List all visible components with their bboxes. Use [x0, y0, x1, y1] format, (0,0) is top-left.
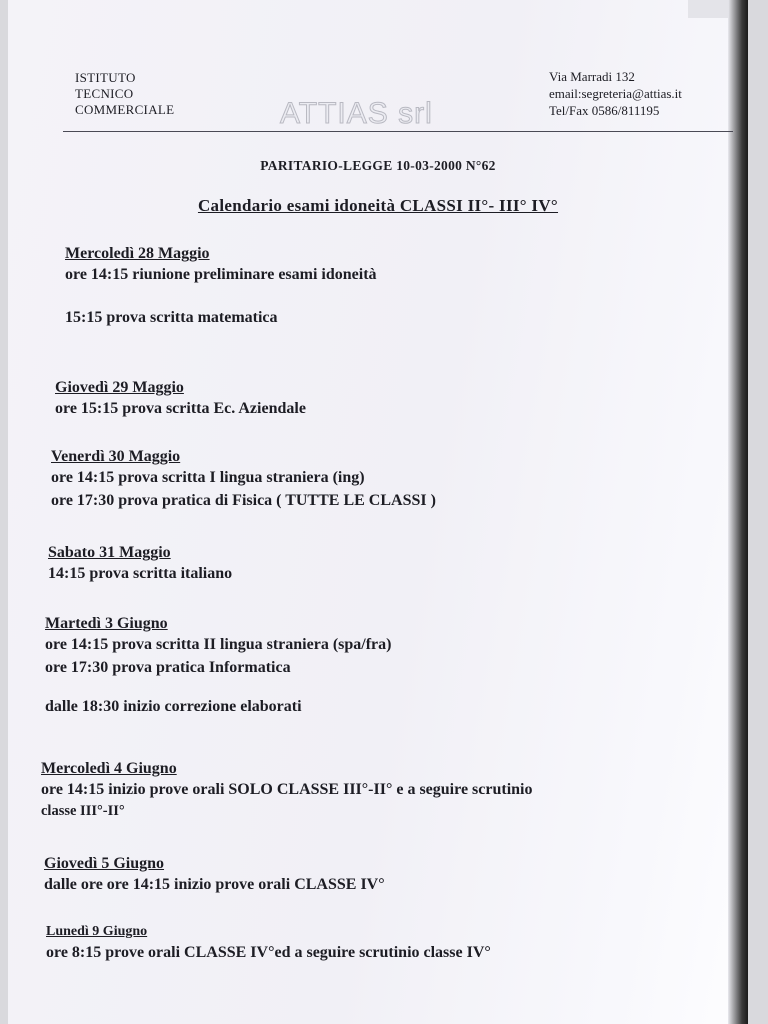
schedule-line: 14:15 prova scritta italiano: [48, 565, 233, 582]
schedule-line: dalle ore ore 14:15 inizio prove orali CLASSE IV°: [44, 876, 385, 893]
schedule-line: ore 14:15 prova scritta II lingua straniera (spa/fra): [45, 636, 392, 653]
schedule-line: 15:15 prova scritta matematica: [65, 309, 278, 326]
document-page: [8, 0, 748, 1024]
page-edge-shadow: [728, 0, 748, 1024]
schedule-day-block: [44, 854, 385, 896]
document-title: Calendario esami idoneità CLASSI II°- III° IV°: [197, 196, 559, 215]
day-heading: Mercoledì 4 Giugno: [41, 760, 177, 777]
schedule-day-block: [41, 759, 532, 821]
schedule-line: ore 14:15 inizio prove orali SOLO CLASSE III°-II° e a seguire scrutinio: [41, 781, 533, 798]
schedule-line: ore 8:15 prove orali CLASSE IV°ed a seguire scrutinio classe IV°: [46, 944, 491, 961]
schedule-day-block: [55, 378, 306, 420]
school-name-line: ISTITUTO: [75, 70, 136, 85]
schedule-line: ore 17:30 prova pratica Informatica: [45, 659, 291, 676]
day-heading: Sabato 31 Maggio: [48, 544, 171, 561]
school-name-line: COMMERCIALE: [75, 102, 175, 117]
address-line: Via Marradi 132: [549, 69, 635, 84]
day-heading: Venerdì 30 Maggio: [51, 448, 181, 465]
schedule-line: classe III°-II°: [41, 803, 125, 819]
page-corner-shadow: [688, 0, 728, 18]
schedule-line: ore 14:15 prova scritta I lingua straniera (ing): [51, 469, 365, 486]
schedule-line: ore 14:15 riunione preliminare esami idoneità: [65, 266, 377, 283]
schedule-day-block: [46, 922, 491, 964]
day-heading: Martedì 3 Giugno: [45, 615, 168, 632]
schedule-line: dalle 18:30 inizio correzione elaborati: [45, 698, 302, 715]
company-watermark: ATTIAS srl: [280, 97, 433, 130]
day-heading: Mercoledì 28 Maggio: [65, 245, 210, 262]
paritario-line: PARITARIO-LEGGE 10-03-2000 N°62: [260, 158, 496, 173]
schedule-day-block: [65, 244, 377, 329]
day-heading: Giovedì 5 Giugno: [44, 855, 165, 872]
email-line: email:segreteria@attias.it: [549, 86, 682, 101]
phone-line: Tel/Fax 0586/811195: [549, 103, 660, 118]
school-name-line: TECNICO: [75, 86, 134, 101]
day-heading: Lunedì 9 Giugno: [46, 924, 148, 939]
schedule-day-block: [45, 614, 391, 718]
school-name: [75, 70, 174, 118]
header-divider: [63, 131, 733, 132]
schedule-day-block: [48, 543, 232, 585]
contact-block: [549, 68, 682, 119]
day-heading: Giovedì 29 Maggio: [55, 379, 184, 396]
schedule-line: ore 17:30 prova pratica di Fisica ( TUTTE LE CLASSI ): [51, 492, 436, 509]
schedule-day-block: [51, 447, 436, 512]
schedule-line: ore 15:15 prova scritta Ec. Aziendale: [55, 400, 306, 417]
